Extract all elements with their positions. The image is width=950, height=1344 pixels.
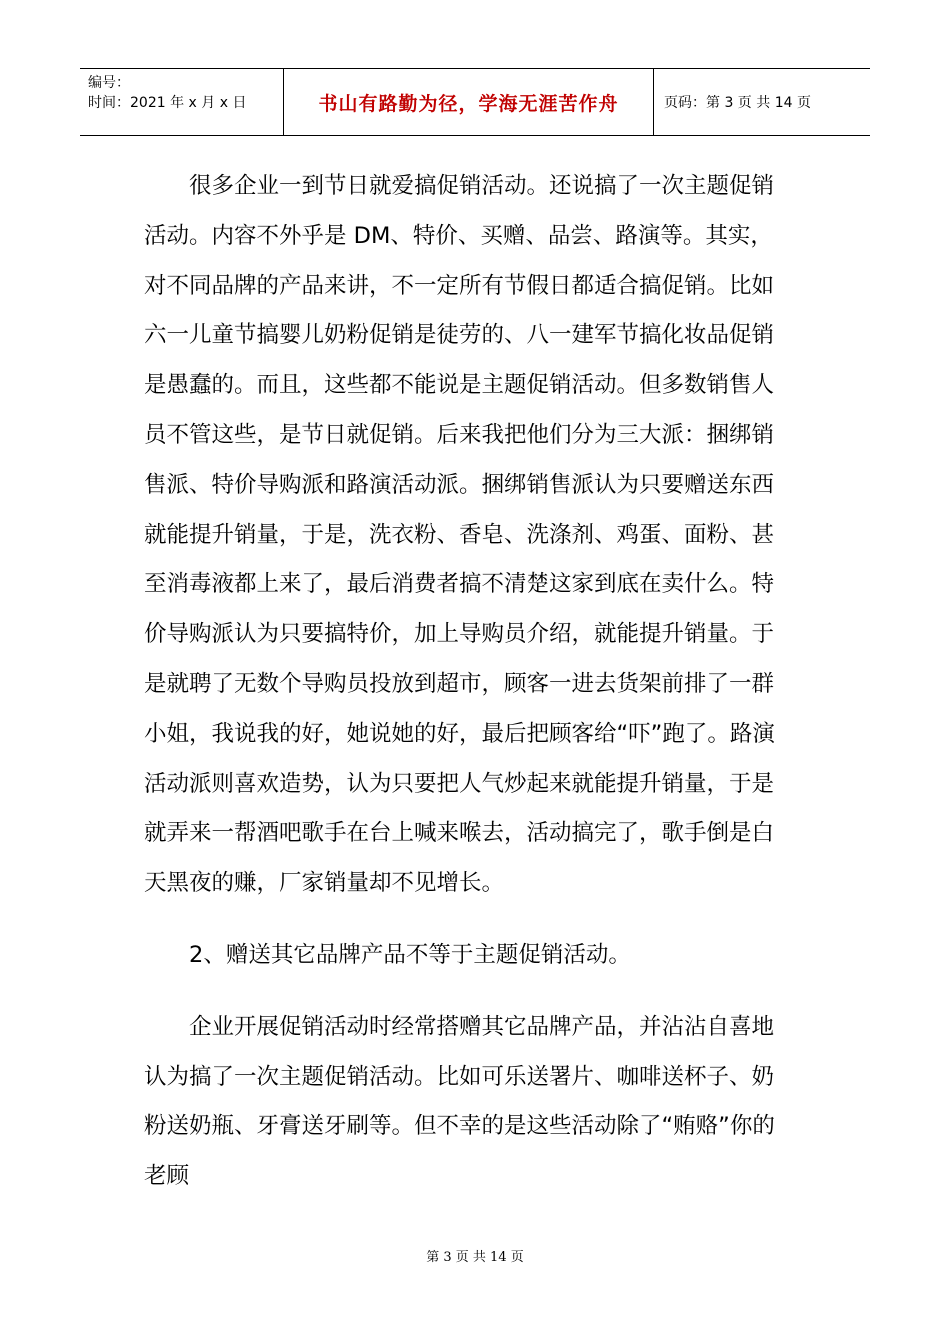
section-heading-2: 2、赠送其它品牌产品不等于主题促销活动。 [189,941,631,968]
header-meta [80,69,283,135]
header-motto: 书山有路勤为径，学海无涯苦作舟 [283,69,654,135]
time-label: 时间：2021 年 x 月 x 日 [88,95,247,111]
paragraph-1: 很多企业一到节日就爱搞促销活动。还说搞了一次主题促销活动。内容不外乎是 DM、特价、买赠、品尝、路演等。其实，对不同品牌的产品来讲，不一定所有节假日都适合搞促销。比如六一儿童节搞婴儿奶粉促销是徒劳的、八一建军节搞化妆品促销是愚蠢的。而且，这些都不能说是主题促销活动。但多数销售人员不管这些，是节日就促销。后来我把他们分为三大派：捆绑销售派、特价导购派和路演活动派。捆绑销售派认为只要赠送东西就能提升销量，于是，洗衣粉、香皂、洗涤剂、鸡蛋、面粉、甚至消毒液都上来了，最后消费者搞不清楚这家到底在卖什么。特价导购派认为只要搞特价，加上导购员介绍，就能提升销量。于是就聘了无数个导购员投放到超市，顾客一进去货架前排了一群小姐，我说我的好，她说她的好，最后把顾客给“吓”跑了。路演活动派则喜欢造势，认为只要把人气炒起来就能提升销量，于是就弄来一帮酒吧歌手在台上喊来喉去，活动搞完了，歌手倒是白天黑夜的赚，厂家销量却不见增长。 [144,173,775,897]
page-footer: 第 3 页 共 14 页 [426,1250,524,1265]
document-body [144,162,794,1202]
number-label: 编号： [88,75,130,91]
header-page-label: 页码：第 3 页 共 14 页 [664,95,811,111]
page-header [80,68,870,136]
paragraph-2: 企业开展促销活动时经常搭赠其它品牌产品，并沾沾自喜地认为搞了一次主题促销活动。比如可乐送署片、咖啡送杯子、奶粉送奶瓶、牙膏送牙刷等。但不幸的是这些活动除了“贿赂”你的老顾 [144,1013,775,1190]
